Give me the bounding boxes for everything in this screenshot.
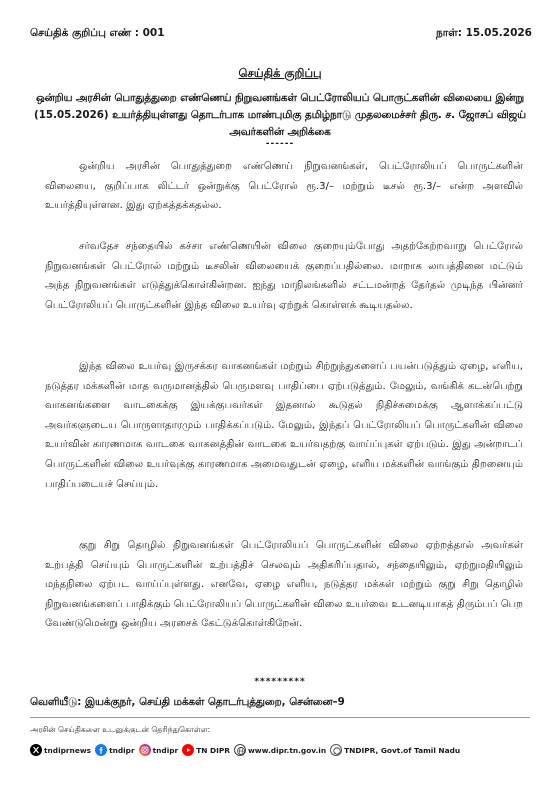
social-label-website: www.dipr.tn.gov.in xyxy=(247,745,327,755)
release-number: செய்திக் குறிப்பு எண் : 001 xyxy=(30,27,165,39)
social-link-twitter[interactable] xyxy=(30,744,91,756)
document-subtitle: ஒன்றிய அரசின் பொதுத்துறை எண்ணெய் நிறுவனங்கள் பெட்ரோலியப் பொருட்களின் விலையை இன்று (15.05.2026) உயர்த்தியுள்ளது தொடர்பாக மாண்புமிகு தமிழ்நாடு முதலமைச்சர் திரு. ச. ஜோசப் விஜய் அவர்களின் அறிக்கை xyxy=(34,92,526,138)
paragraph-3: இந்த விலை உயர்வு இருசக்கர வாகனங்கள் மற்றும் சிற்றுந்துகளைப் பயன்படுத்தும் ஏழை, எளிய, நடுத்தர மக்களின் மாத வருமானத்தில் பெருமளவு பாதிப்பை ஏற்படுத்தும். மேலும், வங்கிக் கடன்பெற்று வாகனங்களை வாடகைக்கு இயக்குபவர்கள் இதனால் கூடுதல் நிதிச்சுமைக்கு ஆளாக்கப்பட்டு அவர்களுடைய பொருளாதாரமும் பாதிக்கப்படும். மேலும், இந்தப் பெட்ரோலியப் பொருட்களின் விலை உயர்வின் காரணமாக வாடகை வாகனத்தின் வாடகை உயர்வதற்கு வாய்ப்புகள் ஏற்படும். இது அன்றாடப் பொருட்களின் விலை உயர்வுக்கு காரணமாக அமைவதுடன் ஏழை, எளிய மக்களின் வாங்கும் திறனையும் பாதிப்படையச் செய்யும். xyxy=(45,361,523,490)
paragraph-2: சர்வதேச சந்தையில் கச்சா எண்ணெயின் விலை குறையும்போது அதற்கேற்றவாறு பெட்ரோல் நிறுவனங்கள் பெட்ரோல் மற்றும் டீசலின் விலையைக் குறைப்பதில்லை. மாறாக லாபத்தினை மட்டும் அந்த நிறுவனங்கள் எடுத்துக்கொள்கின்றன. ஐந்து மாநிலங்களில் சட்டமன்றத் தேர்தல் முடிந்த பின்னர் பெட்ரோலியப் பொருட்களின் இந்த விலை உயர்வு ஏற்றுக் கொள்ளக் கூடியதல்ல. xyxy=(45,241,523,311)
paragraph-1: ஒன்றிய அரசின் பொதுத்துறை எண்ணெய் நிறுவனங்கள், பெட்ரோலியப் பொருட்களின் விலையை, குறிப்பாக லிட்டர் ஒன்றுக்கு பெட்ரோல் ரூ.3/– மற்றும் டீசல் ரூ.3/– என்ற அளவில் உயர்த்தியுள்ளன. இது ஏற்கத்தக்கதல்ல. xyxy=(45,161,523,212)
stars-divider: ********* xyxy=(254,677,306,687)
social-label-instagram: tndipr xyxy=(152,745,179,755)
divider-dashes: ------ xyxy=(265,139,295,149)
instagram-icon xyxy=(139,744,151,756)
social-label-youtube: TN DIPR xyxy=(196,745,230,755)
paragraph-4: குறு சிறு தொழில் நிறுவனங்கள் பெட்ரோலியப் பொருட்களின் விலை ஏற்றத்தால் அவர்கள் உற்பத்தி செய்யும் பொருட்களின் உற்பத்திச் செலவும் அதிகரிப்பதால், சந்தையிலும், ஏற்றுமதியிலும் மந்தநிலை ஏற்பட வாய்ப்புள்ளது. எனவே, ஏழை எளிய, நடுத்தர மக்கள் மற்றும் குறு சிறு தொழில் நிறுவனங்களைப் பாதிக்கும் பெட்ரோலியப் பொருட்களின் விலை உயர்வை உடனடியாகத் திரும்பப் பெற வேண்டுமென்று ஒன்றிய அரசைக் கேட்டுக்கொள்கிறேன். xyxy=(45,540,523,630)
social-link-instagram[interactable] xyxy=(139,744,179,756)
social-link-facebook[interactable] xyxy=(95,744,135,756)
social-links xyxy=(30,742,535,758)
social-link-whatsapp[interactable] xyxy=(330,744,460,756)
social-label-facebook: tndipr xyxy=(109,745,135,755)
release-date: நாள்: 15.05.2026 xyxy=(436,27,532,39)
globe-icon xyxy=(234,744,246,756)
whatsapp-channel-icon xyxy=(330,744,342,756)
youtube-icon xyxy=(182,744,194,756)
document-title: செய்திக் குறிப்பு xyxy=(238,66,322,80)
social-label-twitter: tndiprnews xyxy=(44,745,92,755)
facebook-icon xyxy=(95,744,107,756)
social-link-website[interactable] xyxy=(234,744,326,756)
x-twitter-icon xyxy=(30,744,42,756)
footer-rule xyxy=(30,717,530,718)
follow-text: அரசின் செய்திகளை உடனுக்குடன் தெரிந்துகொள்ள: xyxy=(30,725,211,734)
social-label-whatsapp: TNDIPR, Govt.of Tamil Nadu xyxy=(344,745,461,755)
release-credit: வெளியீடு: இயக்குநர், செய்தி மக்கள் தொடர்புத்துறை, சென்னை–9 xyxy=(30,696,345,708)
social-link-youtube[interactable] xyxy=(182,744,230,756)
